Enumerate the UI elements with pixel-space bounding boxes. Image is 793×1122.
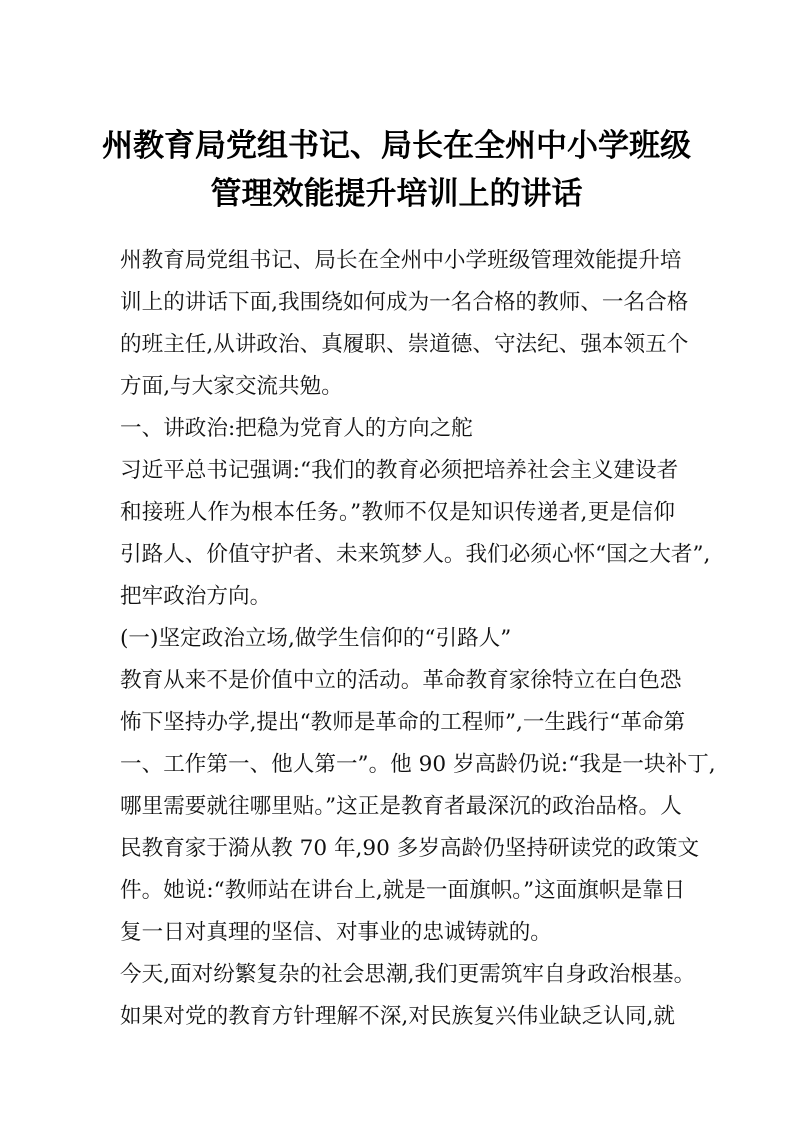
body-line: 把牢政治方向。	[120, 584, 272, 609]
body-line: 的班主任,从讲政治、真履职、崇道德、守法纪、强本领五个	[120, 332, 689, 357]
body-line: 复一日对真理的坚信、对事业的忠诚铸就的。	[120, 920, 552, 945]
section-heading: 一、讲政治:把稳为党育人的方向之舵	[120, 416, 473, 441]
body-line: 民教育家于漪从教 70 年,90 多岁高龄仍坚持研读党的政策文	[120, 836, 700, 861]
body-line: 一、工作第一、他人第一”。他 90 岁高龄仍说:“我是一块补丁,	[120, 752, 716, 777]
body-line: 习近平总书记强调:“我们的教育必须把培养社会主义建设者	[120, 458, 679, 483]
body-line: 今天,面对纷繁复杂的社会思潮,我们更需筑牢自身政治根基。	[120, 962, 696, 987]
body-line: 训上的讲话下面,我围绕如何成为一名合格的教师、一名合格	[120, 290, 689, 315]
body-line: 件。她说:“教师站在讲台上,就是一面旗帜。”这面旗帜是靠日	[120, 878, 686, 903]
subsection-heading: (一)坚定政治立场,做学生信仰的“引路人”	[120, 626, 512, 651]
document-title-line-1: 州教育局党组书记、局长在全州中小学班级	[102, 128, 691, 164]
body-line: 州教育局党组书记、局长在全州中小学班级管理效能提升培	[120, 248, 682, 273]
document-title-line-2: 管理效能提升培训上的讲话	[210, 176, 583, 212]
body-line: 如果对党的教育方针理解不深,对民族复兴伟业缺乏认同,就	[120, 1004, 675, 1029]
body-line: 教育从来不是价值中立的活动。革命教育家徐特立在白色恐	[120, 668, 682, 693]
body-line: 哪里需要就往哪里贴。”这正是教育者最深沉的政治品格。人	[120, 794, 682, 819]
body-line: 和接班人作为根本任务。”教师不仅是知识传递者,更是信仰	[120, 500, 675, 525]
body-line: 方面,与大家交流共勉。	[120, 374, 343, 399]
body-line: 引路人、价值守护者、未来筑梦人。我们必须心怀“国之大者”,	[120, 542, 711, 567]
body-line: 怖下坚持办学,提出“教师是革命的工程师”,一生践行“革命第	[120, 710, 686, 735]
